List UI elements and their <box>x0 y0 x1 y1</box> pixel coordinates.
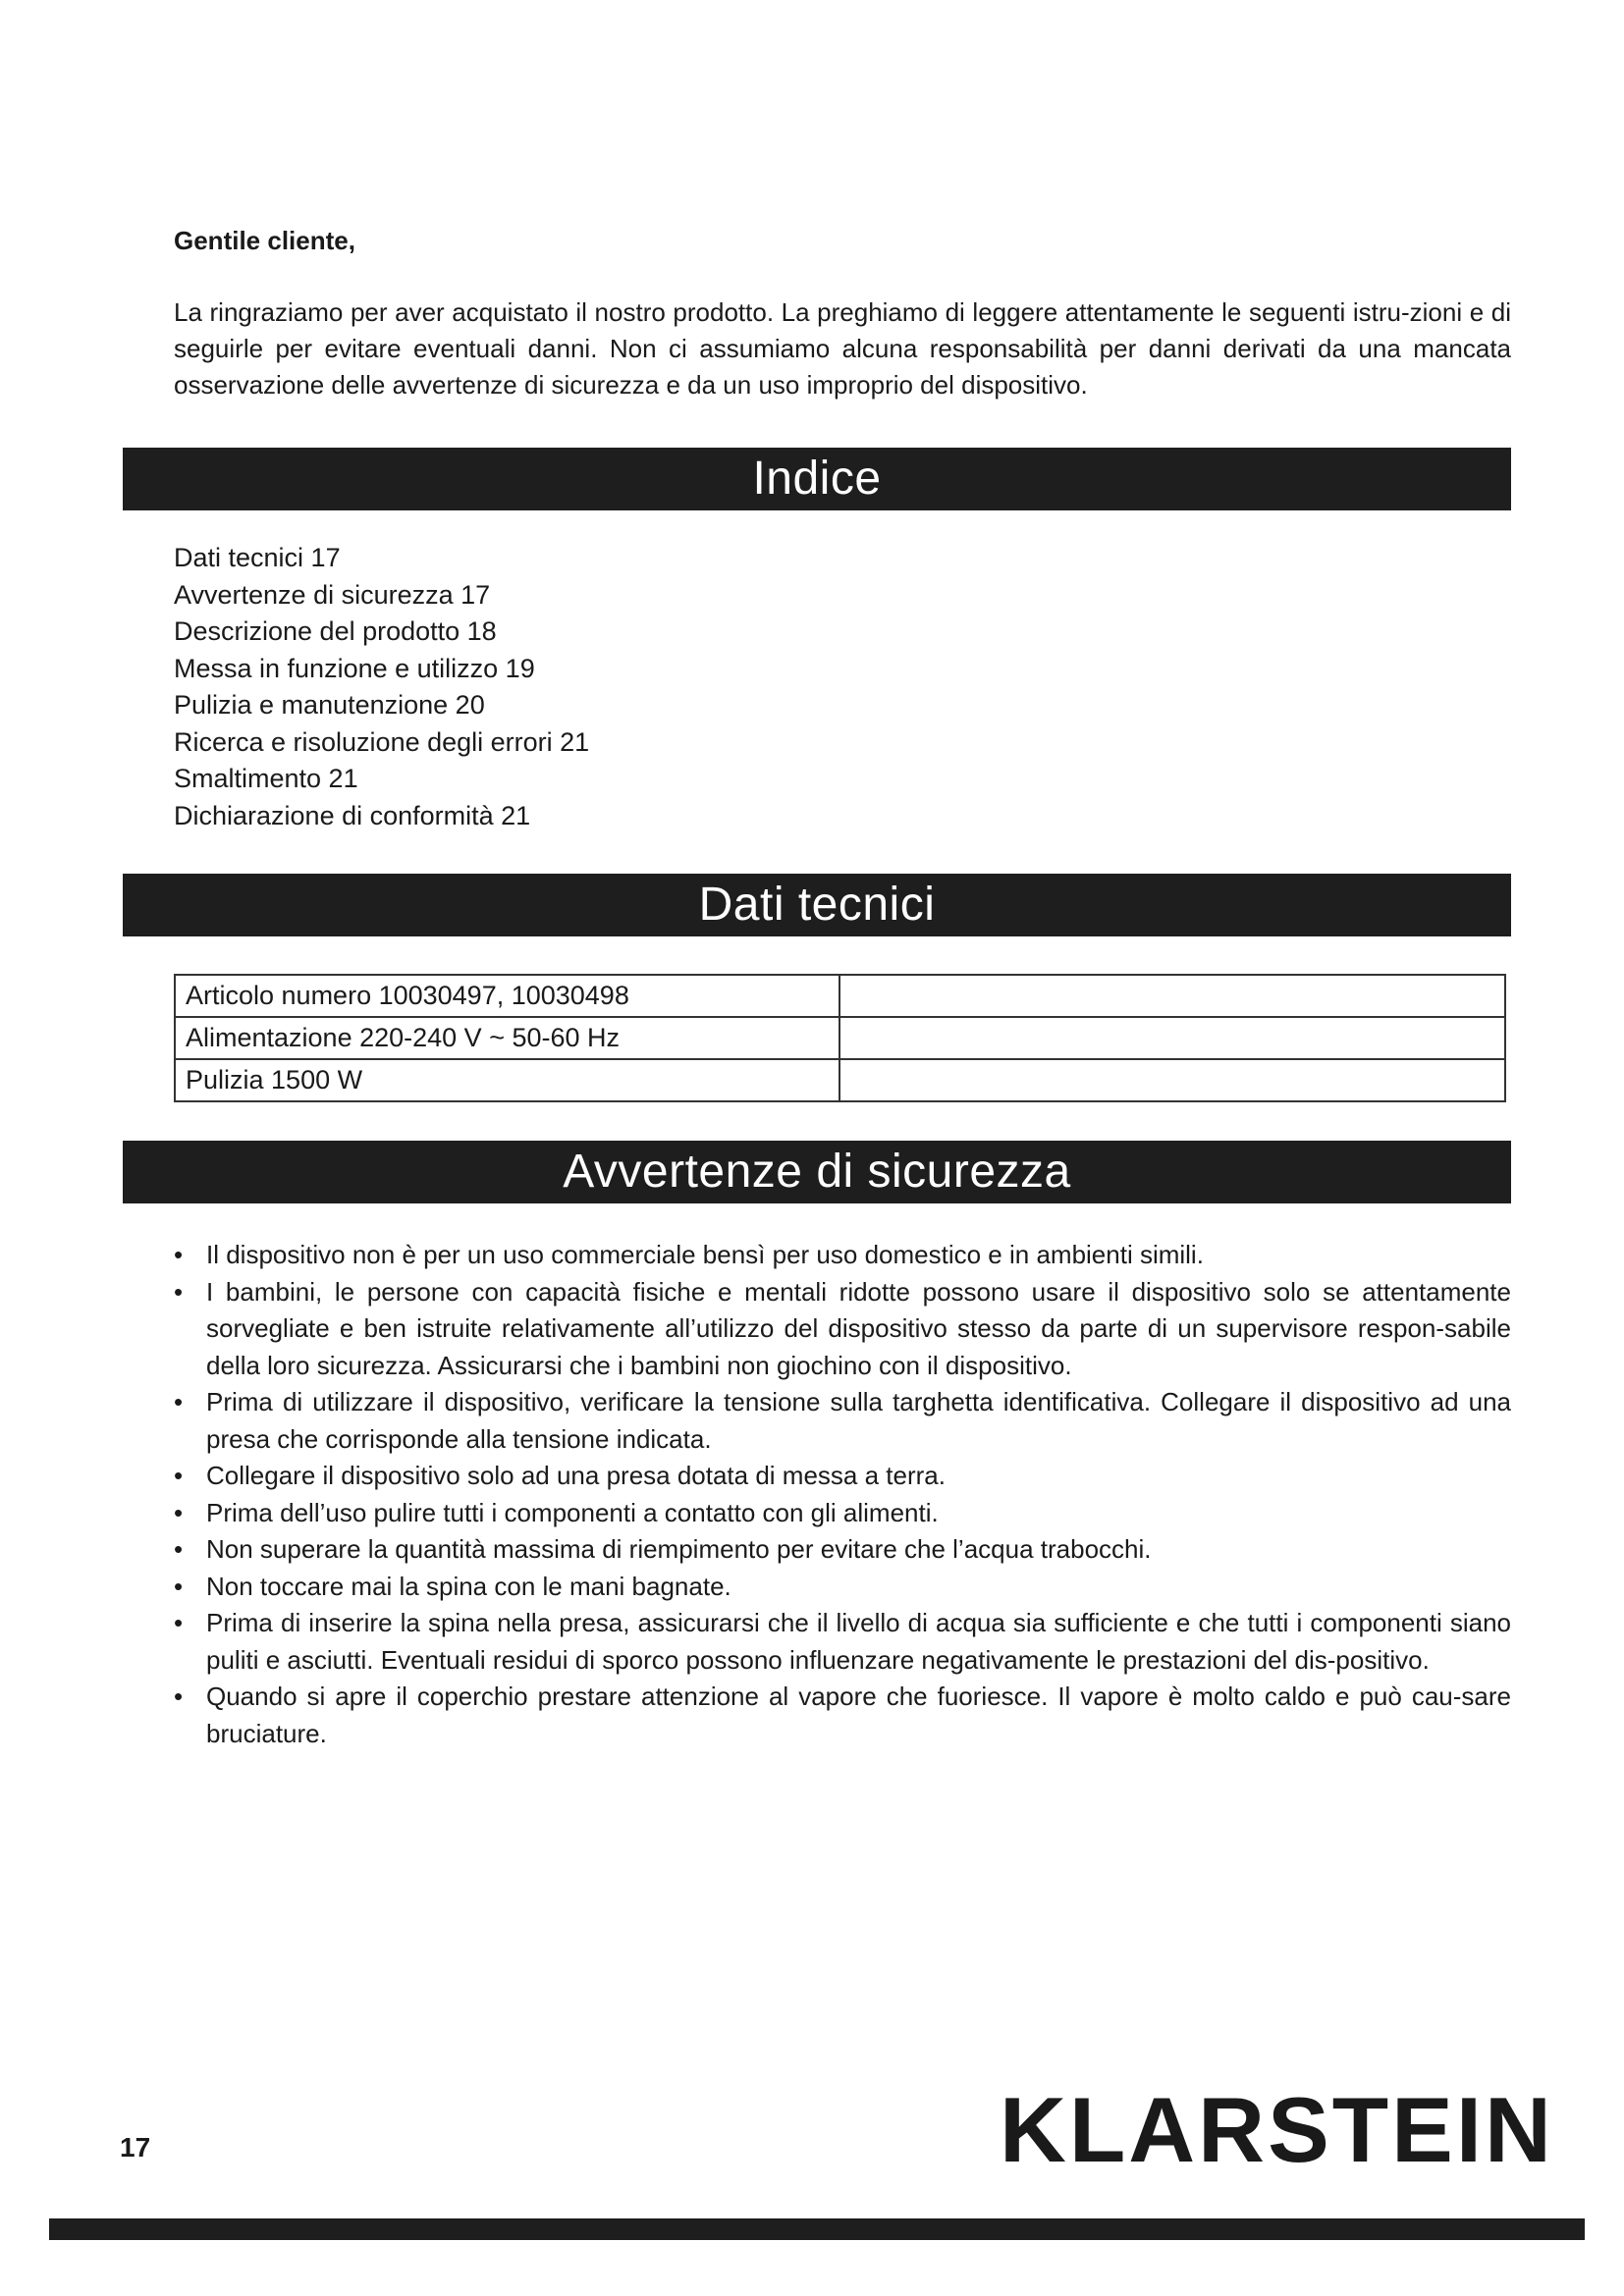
bullet-icon: • <box>174 1571 184 1601</box>
spec-label-cell: Alimentazione 220-240 V ~ 50-60 Hz <box>175 1017 839 1059</box>
section-header-index: Indice <box>123 448 1511 510</box>
table-row <box>175 1017 1505 1059</box>
list-item <box>174 1605 1511 1679</box>
list-item <box>174 1531 1511 1569</box>
toc-item: Smaltimento 21 <box>174 764 358 793</box>
spec-value-cell <box>839 1059 1505 1101</box>
table-of-contents <box>174 540 589 834</box>
warning-text: Collegare il dispositivo solo ad una presa dotata di messa a terra. <box>206 1461 946 1490</box>
safety-warnings-list <box>174 1237 1511 1752</box>
greeting: Gentile cliente, <box>174 226 355 255</box>
toc-item: Ricerca e risoluzione degli errori 21 <box>174 726 590 757</box>
toc-item: Descrizione del prodotto 18 <box>174 616 497 646</box>
list-item <box>174 1458 1511 1495</box>
toc-item: Dichiarazione di conformità 21 <box>174 800 531 830</box>
warning-text: Non toccare mai la spina con le mani bagnate. <box>206 1571 731 1601</box>
table-row <box>175 1059 1505 1101</box>
bullet-icon: • <box>174 1387 184 1416</box>
warning-text: Non superare la quantità massima di riempimento per evitare che l’acqua trabocchi. <box>206 1534 1152 1564</box>
list-item <box>174 1384 1511 1458</box>
section-header-tech-data: Dati tecnici <box>123 874 1511 936</box>
warning-text: I bambini, le persone con capacità fisiche e mentali ridotte possono usare il dispositivo solo se attentamente sorvegliate e ben istruite relativamente all’utilizzo del dispositivo stesso da parte di un supervisore respon-sabile della loro sicurezza. Assicurarsi che i bambini non giochino con il dispositivo. <box>206 1276 1511 1380</box>
spec-label-cell: Pulizia 1500 W <box>175 1059 839 1101</box>
list-item <box>174 1679 1511 1752</box>
bullet-icon: • <box>174 1461 184 1490</box>
spec-value-cell <box>839 1017 1505 1059</box>
bullet-icon: • <box>174 1276 184 1307</box>
bullet-icon: • <box>174 1240 184 1269</box>
bullet-icon: • <box>174 1608 184 1637</box>
intro-paragraph: La ringraziamo per aver acquistato il nostro prodotto. La preghiamo di leggere attentamente le seguenti istru-zioni e di seguirle per evitare eventuali danni. Non ci assumiamo alcuna responsabilità per danni derivati da una mancata osservazione delle avvertenze di sicurezza e da un uso improprio del dispositivo. <box>174 297 1511 400</box>
table-row <box>175 975 1505 1017</box>
bullet-icon: • <box>174 1497 184 1527</box>
list-item <box>174 1274 1511 1385</box>
warning-text: Quando si apre il coperchio prestare attenzione al vapore che fuoriesce. Il vapore è molto caldo e può cau-sare bruciature. <box>206 1682 1511 1748</box>
list-item <box>174 1495 1511 1532</box>
toc-item: Avvertenze di sicurezza 17 <box>174 579 491 610</box>
spec-value-cell <box>839 975 1505 1017</box>
toc-item: Pulizia e manutenzione 20 <box>174 690 485 720</box>
warning-text: Prima dell’uso pulire tutti i componenti a contatto con gli alimenti. <box>206 1497 939 1527</box>
warning-text: Il dispositivo non è per un uso commerciale bensì per uso domestico e in ambienti simili. <box>206 1240 1204 1269</box>
page-number: 17 <box>120 2132 151 2163</box>
brand-logo: KLARSTEIN <box>1000 2078 1554 2181</box>
toc-item: Dati tecnici 17 <box>174 543 341 572</box>
warning-text: Prima di utilizzare il dispositivo, verificare la tensione sulla targhetta identificativa. Collegare il dispositivo ad una presa che corrisponde alla tensione indicata. <box>206 1387 1511 1454</box>
list-item <box>174 1569 1511 1606</box>
spec-label-cell: Articolo numero 10030497, 10030498 <box>175 975 839 1017</box>
footer-divider <box>49 2218 1585 2240</box>
spec-table <box>174 974 1506 1102</box>
warning-text: Prima di inserire la spina nella presa, assicurarsi che il livello di acqua sia sufficiente e che tutti i componenti siano puliti e asciutti. Eventuali residui di sporco possono influenzare negativamente le prestazioni del dis-positivo. <box>206 1608 1511 1675</box>
bullet-icon: • <box>174 1682 184 1711</box>
section-header-safety: Avvertenze di sicurezza <box>123 1141 1511 1203</box>
bullet-icon: • <box>174 1534 184 1564</box>
toc-item: Messa in funzione e utilizzo 19 <box>174 653 535 683</box>
list-item <box>174 1237 1511 1274</box>
